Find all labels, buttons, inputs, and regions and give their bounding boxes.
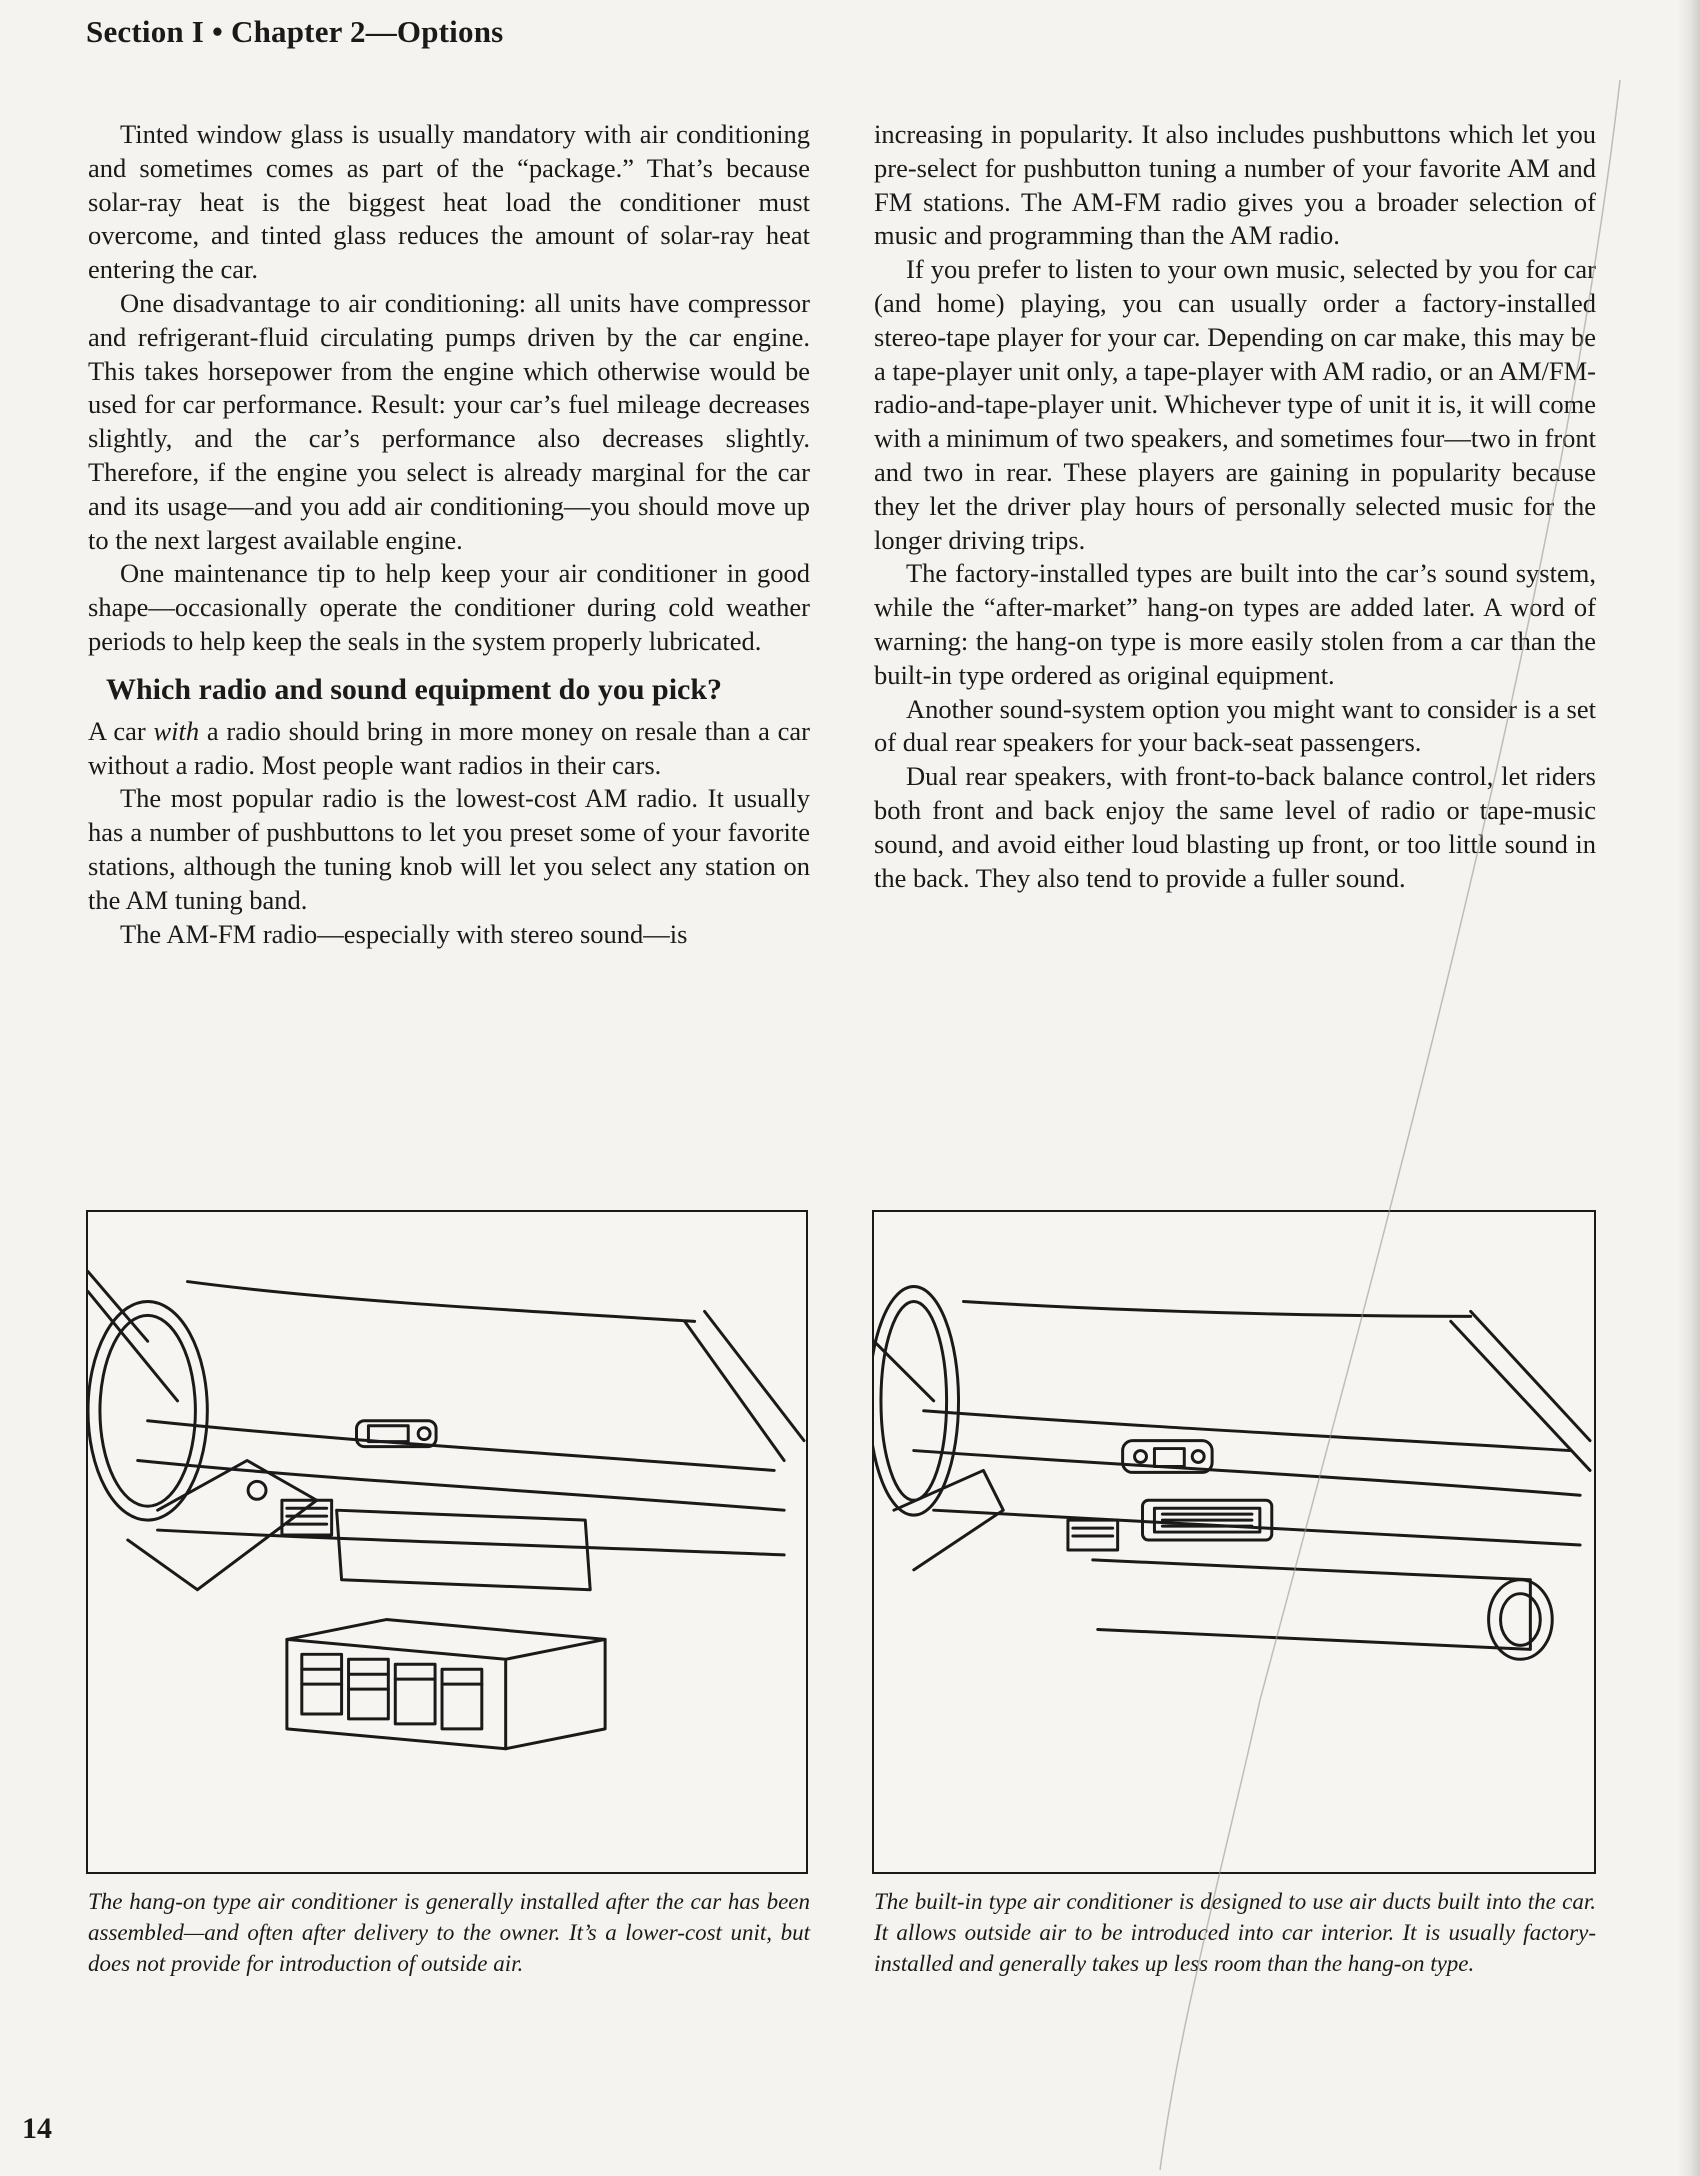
- paragraph: The AM-FM radio—especially with stereo sound—is: [120, 918, 688, 949]
- text-run: a radio should bring in more money on resale than a car without a radio. Most people want radios in their cars.: [88, 715, 810, 780]
- paragraph: One maintenance tip to help keep your air conditioner in good shape—occasionally operate the conditioner during cold weather periods to help keep the seals in the system properly lubricated.: [88, 558, 810, 656]
- hang-on-ac-illustration: [86, 1210, 808, 1874]
- paragraph: Tinted window glass is usually mandatory with air conditioning and sometimes comes as part of the “package.” That’s because solar-ray heat is the biggest heat load the conditioner must overcome, and tinted glass reduces the amount of solar-ray heat entering the car.: [88, 119, 810, 285]
- figure-caption-right: The built-in type air conditioner is designed to use air ducts built into the car. It allows outside air to be introduced into car interior. It is usually factory-installed and generally takes up less room than the hang-on type.: [874, 1889, 1596, 1976]
- paragraph: The most popular radio is the lowest-cost AM radio. It usually has a number of pushbuttons to let you preset some of your favorite stations, although the tuning knob will let you select any station on the AM tuning band.: [88, 783, 810, 915]
- page-edge-shadow: [1678, 0, 1700, 2176]
- paragraph: increasing in popularity. It also includes pushbuttons which let you pre-select for pushbutton tuning a number of your favorite AM and FM stations. The AM-FM radio gives you a broader selection of music and programming than the AM radio.: [874, 119, 1596, 251]
- dashboard-drawing: [88, 1212, 806, 1872]
- text-run: A car: [88, 715, 154, 746]
- dashboard-drawing: [874, 1212, 1594, 1872]
- paragraph: [88, 715, 810, 783]
- figure-caption-left: The hang-on type air conditioner is generally installed after the car has been assembled—and often after delivery to the owner. It’s a lower-cost unit, but does not provide for introduction of outside air.: [88, 1889, 810, 1976]
- emphasis: with: [153, 715, 200, 746]
- left-column: [88, 118, 810, 951]
- paragraph: Dual rear speakers, with front-to-back balance control, let riders both front and back enjoy the same level of radio or tape-music sound, and avoid either loud blasting up front, or too little sound in the back. They also tend to provide a fuller sound.: [874, 761, 1596, 893]
- paragraph: Another sound-system option you might want to consider is a set of dual rear speakers for your back-seat passengers.: [874, 693, 1596, 758]
- paragraph: The factory-installed types are built into the car’s sound system, while the “after-market” hang-on types are added later. A word of warning: the hang-on type is more easily stolen from a car than the built-in type ordered as original equipment.: [874, 558, 1596, 690]
- section-heading: Which radio and sound equipment do you pick?: [106, 672, 723, 706]
- page-number: 14: [22, 2112, 52, 2145]
- right-column: [874, 118, 1596, 895]
- built-in-ac-illustration: [872, 1210, 1596, 1874]
- paragraph: One disadvantage to air conditioning: all units have compressor and refrigerant-fluid circulating pumps driven by the car engine. This takes horsepower from the engine which otherwise would be used for car performance. Result: your car’s fuel mileage decreases slightly, and the car’s performance also decreases slightly. Therefore, if the engine you select is already marginal for the car and its usage—and you add air conditioning—you should move up to the next largest available engine.: [88, 287, 810, 555]
- section-header: Section I • Chapter 2—Options: [86, 14, 504, 49]
- paragraph: If you prefer to listen to your own music, selected by you for car (and home) playing, you can usually order a factory-installed stereo-tape player for your car. Depending on car make, this may be a tape-player unit only, a tape-player with AM radio, or an AM/FM-radio-and-tape-player unit. Whichever type of unit it is, it will come with a minimum of two speakers, and sometimes four—two in front and two in rear. These players are gaining in popularity because they let the driver play hours of personally selected music for the longer driving trips.: [874, 254, 1597, 555]
